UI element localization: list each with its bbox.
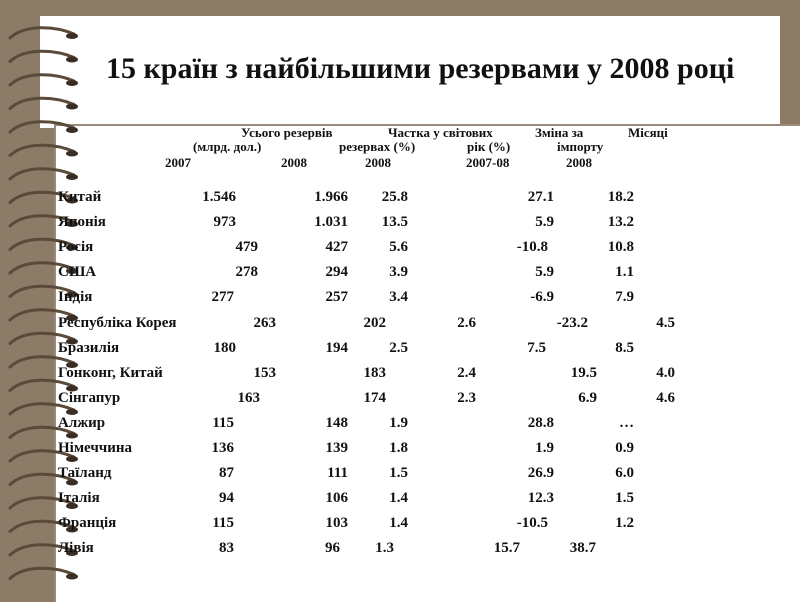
spiral-hole [66,151,78,157]
value-cell: 1.4 [389,490,408,507]
spiral-ring [10,51,74,61]
header-line1-4: Місяці [628,125,668,140]
value-cell: 1.9 [389,414,408,431]
value-cell: 3.4 [389,289,408,306]
country-name: Таїланд [58,465,112,482]
value-cell: 7.5 [527,339,546,356]
value-cell: 1.2 [615,515,634,532]
value-cell: 479 [235,239,258,256]
value-cell: 26.9 [527,465,554,482]
value-cell: -10.5 [516,515,548,532]
spiral-hole [66,574,78,580]
value-cell: 7.9 [615,289,634,306]
header-line3-1: 2007 [165,155,191,170]
value-cell: 1.9 [535,440,554,456]
country-name: Лівія [58,540,94,557]
header-line1-2: Частка у світових [388,125,493,140]
value-cell: 111 [327,465,348,482]
page-title: 15 країн з найбільшими резервами у 2008 році [106,52,735,85]
value-cell: 1.4 [389,515,408,532]
value-cell: 278 [235,264,258,281]
value-cell: 1.031 [314,214,348,231]
value-cell: 2.5 [389,339,408,356]
value-cell: 5.9 [535,264,554,281]
country-name: Республіка Корея [58,314,177,331]
value-cell: 5.6 [389,239,408,256]
value-cell: -23.2 [556,314,588,331]
value-cell: 12.3 [527,490,554,507]
value-cell: 28.8 [527,414,554,431]
header-line1-3: Зміна за [535,125,584,140]
value-cell: 4.0 [656,364,675,381]
header-line3-2: 2008 [281,155,307,170]
spiral-ring [10,122,74,132]
value-cell: 15.7 [493,540,520,557]
header-line3-4: 2007-08 [466,155,510,170]
value-cell: 163 [237,389,260,406]
value-cell: 6.0 [615,465,634,482]
value-cell: 1.546 [202,189,236,205]
country-name: Франція [58,515,117,532]
value-cell: 294 [325,264,348,281]
value-cell: 180 [213,339,236,356]
spiral-hole [66,33,78,39]
value-cell: 115 [212,515,234,532]
header-line2-1: (млрд. дол.) [193,139,262,154]
value-cell: 106 [325,490,348,507]
header-line2-3: рік (%) [467,139,511,154]
value-cell: 1.5 [615,490,634,507]
country-name: Німеччина [58,440,133,456]
value-cell: 148 [325,414,348,431]
country-name: Гонконг, Китай [58,364,163,381]
value-cell: 5.9 [535,214,554,231]
value-cell: 27.1 [527,189,554,205]
spiral-ring [10,98,74,108]
value-cell: 1.8 [389,440,408,456]
spiral-ring [10,75,74,85]
value-cell: 103 [325,515,348,532]
value-cell: 1.5 [389,465,408,482]
value-cell: 10.8 [607,239,634,256]
country-name: Китай [58,189,102,205]
value-cell: 257 [325,289,348,306]
value-cell: 194 [325,339,348,356]
value-cell: 83 [219,540,234,557]
value-cell: 183 [363,364,386,381]
country-name: США [58,264,97,281]
value-cell: 94 [219,490,234,507]
value-cell: 2.4 [457,364,476,381]
country-name: Індія [58,289,93,306]
header-line3-5: 2008 [566,155,592,170]
value-cell: 1.966 [314,189,348,205]
spiral-ring [10,169,74,179]
spiral-hole [66,80,78,86]
header-line2-2: резервах (%) [339,139,416,154]
paper-sheet-main [54,124,800,602]
value-cell: 277 [211,289,234,306]
header-line2-4: імпорту [557,139,604,154]
country-name: Сінгапур [58,389,121,406]
value-cell: 0.9 [615,440,634,456]
value-cell: 6.9 [578,389,597,406]
value-cell: 139 [325,440,348,456]
value-cell: 263 [253,314,276,331]
value-cell: 1.1 [615,264,634,281]
header-line1-1: Усього резервів [241,125,333,140]
value-cell: 2.6 [457,314,476,331]
value-cell: 19.5 [570,364,597,381]
spiral-ring [10,145,74,155]
value-cell: 174 [363,389,386,406]
value-cell: 13.2 [607,214,634,231]
country-name: Росія [58,239,94,256]
value-cell: 8.5 [615,339,634,356]
spiral-ring [10,28,74,38]
value-cell: 4.5 [656,314,675,331]
spiral-ring [10,568,74,578]
value-cell: 153 [253,364,276,381]
value-cell: 87 [219,465,234,482]
value-cell: 18.2 [607,189,634,205]
spiral-hole [66,127,78,133]
value-cell: … [619,414,634,431]
value-cell: 96 [325,540,340,557]
spiral-hole [66,174,78,180]
country-name: Бразилія [58,339,120,356]
spiral-hole [66,104,78,110]
country-name: Італія [58,490,100,507]
value-cell: -10.8 [516,239,548,256]
value-cell: 4.6 [656,389,675,406]
value-cell: 427 [325,239,348,256]
value-cell: 136 [211,440,234,456]
country-name: Алжир [58,414,106,431]
value-cell: 3.9 [389,264,408,281]
value-cell: 25.8 [381,189,408,205]
value-cell: 1.3 [375,540,394,557]
value-cell: 973 [213,214,236,231]
spiral-hole [66,57,78,63]
header-line3-3: 2008 [365,155,391,170]
value-cell: 115 [212,414,234,431]
spiral-hole [66,433,78,439]
value-cell: -6.9 [530,289,554,306]
value-cell: 2.3 [457,389,476,406]
value-cell: 202 [363,314,386,331]
value-cell: 13.5 [381,214,408,231]
value-cell: 38.7 [569,540,596,557]
country-name: Японія [58,214,106,231]
